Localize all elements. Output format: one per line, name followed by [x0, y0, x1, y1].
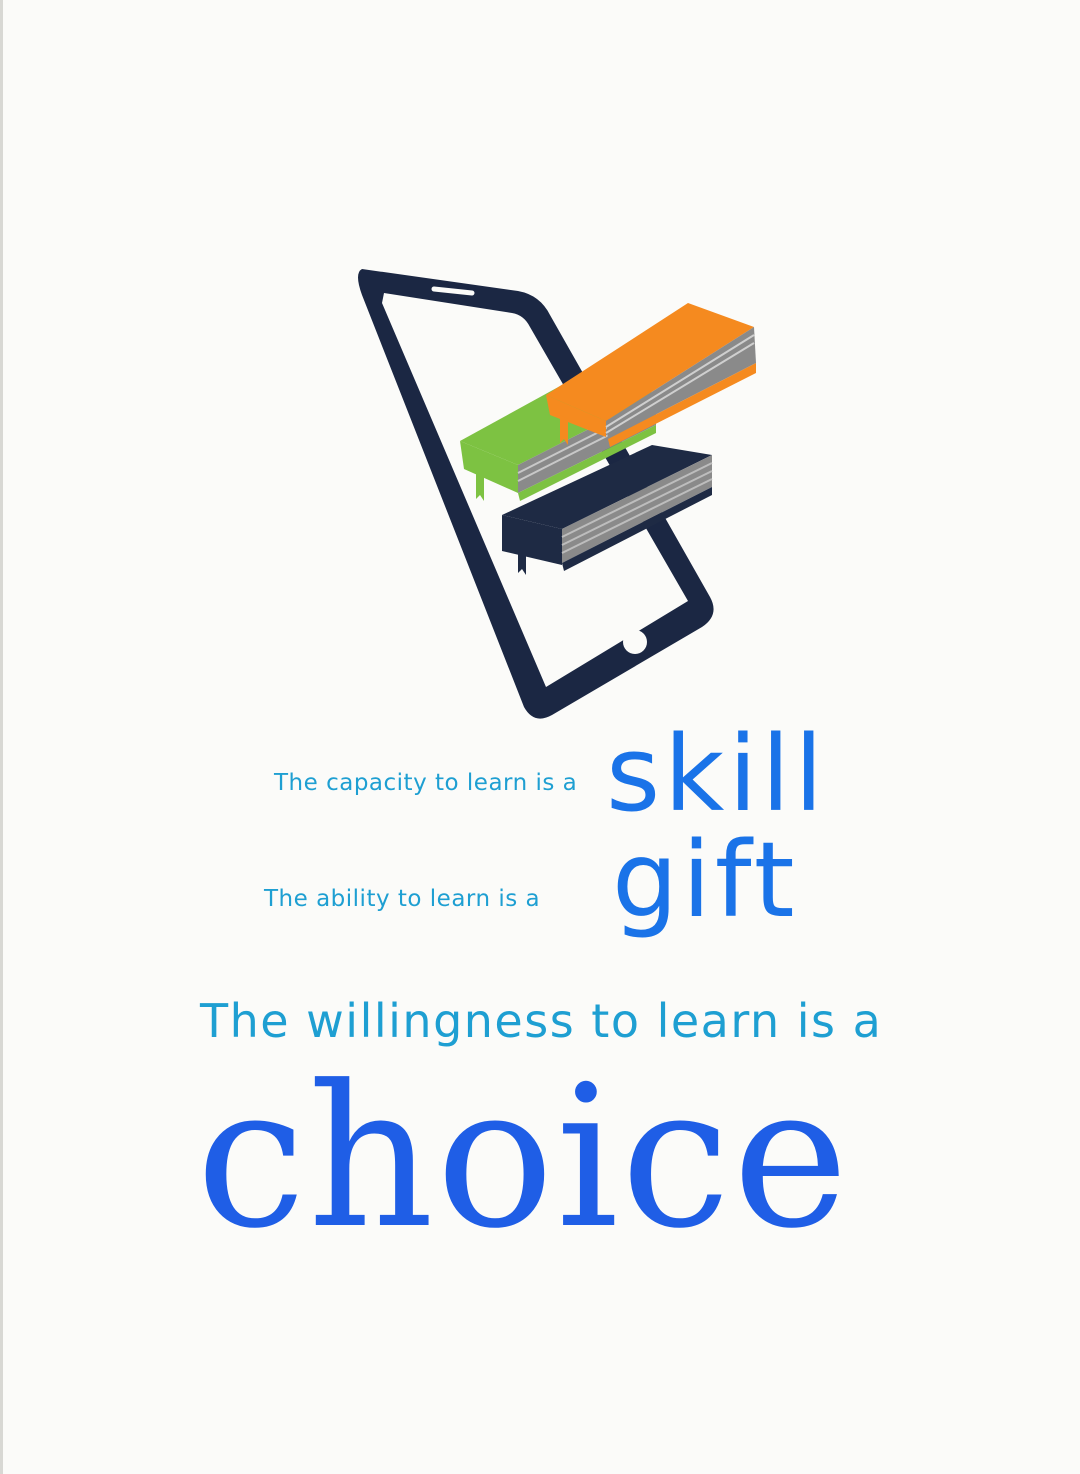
skill-word: skill: [606, 713, 828, 835]
page-left-border: [0, 0, 3, 1474]
phone-books-logo: [340, 255, 780, 735]
orange-book-icon: [546, 303, 756, 447]
gift-word: gift: [612, 819, 799, 941]
choice-word: choice: [196, 1044, 851, 1272]
capacity-text: The capacity to learn is a: [274, 770, 578, 796]
ability-text: The ability to learn is a: [264, 886, 541, 912]
willingness-text: The willingness to learn is a: [200, 994, 883, 1048]
